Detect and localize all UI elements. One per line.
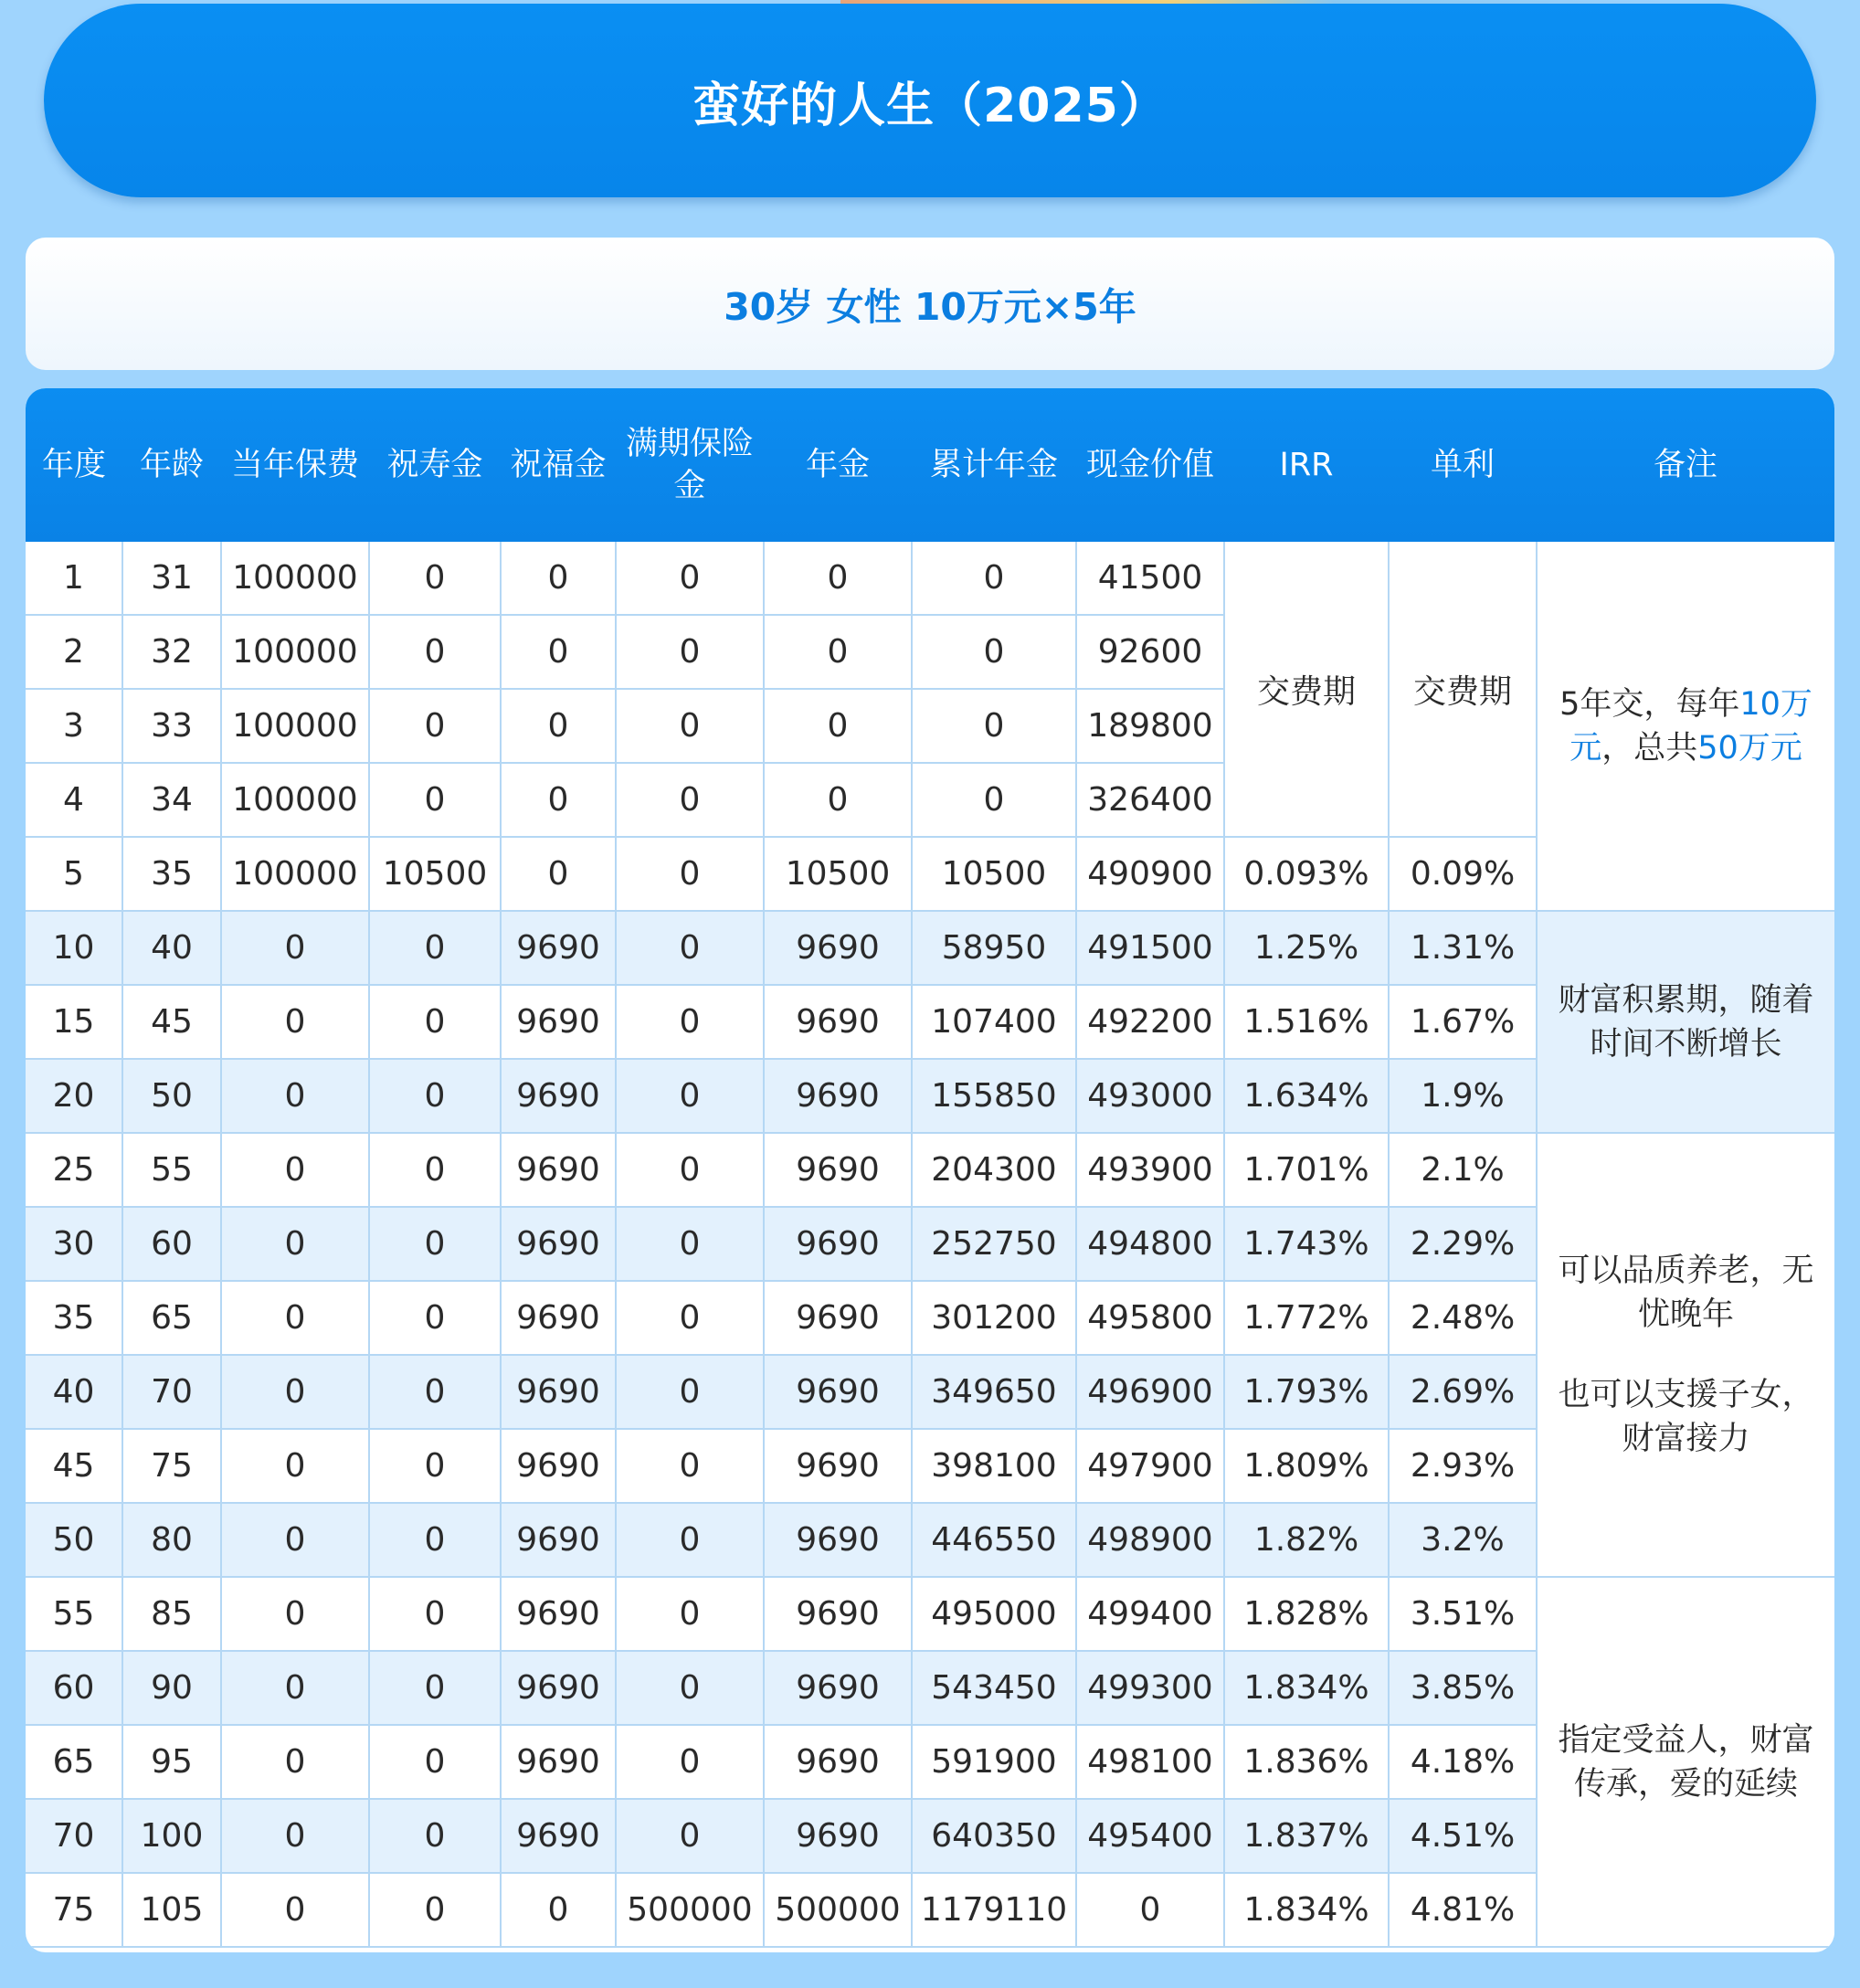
cell-cash-value: 41500: [1076, 542, 1224, 615]
benefit-table: [26, 388, 1834, 1948]
cell-longevity: 0: [369, 1207, 501, 1281]
cell-irr: 1.809%: [1224, 1429, 1389, 1503]
cell-annuity: 9690: [764, 1799, 912, 1873]
cell-simple: 2.93%: [1389, 1429, 1537, 1503]
cell-irr: 1.634%: [1224, 1059, 1389, 1133]
title-bar: [44, 4, 1816, 197]
cell-cash-value: 498100: [1076, 1725, 1224, 1799]
col-header-age: 年龄: [122, 388, 221, 542]
cell-irr: 1.837%: [1224, 1799, 1389, 1873]
cell-irr: 1.793%: [1224, 1355, 1389, 1429]
cell-simple: 0.09%: [1389, 837, 1537, 911]
cell-cash-value: 495800: [1076, 1281, 1224, 1355]
cell-annuity: 9690: [764, 1577, 912, 1651]
cell-annuity: 9690: [764, 1207, 912, 1281]
cell-premium: 0: [221, 1355, 369, 1429]
cell-cumulative: 107400: [912, 985, 1076, 1059]
cell-maturity: 0: [616, 689, 764, 763]
cell-blessing: 0: [501, 837, 616, 911]
cell-irr: 1.772%: [1224, 1281, 1389, 1355]
col-header-notes: 备注: [1537, 388, 1834, 542]
note-text: 5年交，每年: [1559, 685, 1740, 723]
cell-age: 40: [122, 911, 221, 985]
cell-premium: 0: [221, 1873, 369, 1947]
cell-simple-payment-period: 交费期: [1389, 542, 1537, 837]
note-text: ，总共: [1601, 729, 1698, 767]
cell-blessing: 0: [501, 1873, 616, 1947]
note-payment: [1537, 542, 1834, 911]
cell-longevity: 0: [369, 763, 501, 837]
cell-age: 31: [122, 542, 221, 615]
cell-premium: 0: [221, 911, 369, 985]
cell-blessing: 9690: [501, 1725, 616, 1799]
col-header-year: 年度: [26, 388, 122, 542]
cell-cash-value: 493900: [1076, 1133, 1224, 1207]
cell-irr-payment-period: 交费期: [1224, 542, 1389, 837]
cell-cash-value: 493000: [1076, 1059, 1224, 1133]
cell-premium: 0: [221, 1133, 369, 1207]
cell-annuity: 9690: [764, 911, 912, 985]
cell-longevity: 0: [369, 1281, 501, 1355]
cell-age: 35: [122, 837, 221, 911]
cell-age: 55: [122, 1133, 221, 1207]
cell-annuity: 9690: [764, 1059, 912, 1133]
cell-blessing: 0: [501, 542, 616, 615]
cell-age: 34: [122, 763, 221, 837]
cell-irr: 1.516%: [1224, 985, 1389, 1059]
cell-cumulative: 10500: [912, 837, 1076, 911]
cell-year: 40: [26, 1355, 122, 1429]
cell-irr: 1.82%: [1224, 1503, 1389, 1577]
cell-annuity: 9690: [764, 1503, 912, 1577]
cell-cumulative: 58950: [912, 911, 1076, 985]
col-header-annuity: 年金: [764, 388, 912, 542]
cell-annuity: 0: [764, 615, 912, 689]
cell-age: 85: [122, 1577, 221, 1651]
cell-cumulative: 0: [912, 689, 1076, 763]
cell-year: 2: [26, 615, 122, 689]
cell-age: 60: [122, 1207, 221, 1281]
cell-premium: 0: [221, 1799, 369, 1873]
cell-longevity: 0: [369, 1577, 501, 1651]
cell-cumulative: 0: [912, 615, 1076, 689]
cell-cumulative: 301200: [912, 1281, 1076, 1355]
cell-premium: 0: [221, 1429, 369, 1503]
cell-year: 5: [26, 837, 122, 911]
cell-cash-value: 189800: [1076, 689, 1224, 763]
cell-cumulative: 640350: [912, 1799, 1076, 1873]
cell-blessing: 9690: [501, 1059, 616, 1133]
cell-cash-value: 499300: [1076, 1651, 1224, 1725]
cell-cumulative: 495000: [912, 1577, 1076, 1651]
cell-annuity: 10500: [764, 837, 912, 911]
cell-cumulative: 204300: [912, 1133, 1076, 1207]
cell-year: 35: [26, 1281, 122, 1355]
note-text: 10万元: [1569, 685, 1812, 767]
cell-maturity: 0: [616, 542, 764, 615]
cell-irr: 1.836%: [1224, 1725, 1389, 1799]
cell-blessing: 9690: [501, 1281, 616, 1355]
cell-cash-value: 495400: [1076, 1799, 1224, 1873]
note-retirement: [1537, 1133, 1834, 1577]
cell-year: 50: [26, 1503, 122, 1577]
cell-cumulative: 252750: [912, 1207, 1076, 1281]
cell-age: 65: [122, 1281, 221, 1355]
cell-annuity: 0: [764, 542, 912, 615]
cell-annuity: 500000: [764, 1873, 912, 1947]
cell-year: 75: [26, 1873, 122, 1947]
cell-cash-value: 92600: [1076, 615, 1224, 689]
cell-simple: 4.51%: [1389, 1799, 1537, 1873]
table-row: [26, 1133, 1834, 1207]
cell-maturity: 0: [616, 615, 764, 689]
table-row: [26, 911, 1834, 985]
col-header-maturity: 满期保险金: [616, 388, 764, 542]
note-text: 财富积累期，随着时间不断增长: [1558, 981, 1814, 1063]
cell-blessing: 9690: [501, 1207, 616, 1281]
cell-longevity: 0: [369, 689, 501, 763]
cell-cumulative: 349650: [912, 1355, 1076, 1429]
cell-cumulative: 1179110: [912, 1873, 1076, 1947]
cell-irr: 1.701%: [1224, 1133, 1389, 1207]
cell-longevity: 0: [369, 542, 501, 615]
cell-cash-value: 498900: [1076, 1503, 1224, 1577]
cell-maturity: 0: [616, 763, 764, 837]
cell-premium: 0: [221, 1503, 369, 1577]
cell-age: 105: [122, 1873, 221, 1947]
cell-longevity: 0: [369, 1133, 501, 1207]
cell-simple: 2.1%: [1389, 1133, 1537, 1207]
cell-year: 45: [26, 1429, 122, 1503]
cell-longevity: 0: [369, 1725, 501, 1799]
cell-cash-value: 326400: [1076, 763, 1224, 837]
cell-cumulative: 0: [912, 763, 1076, 837]
cell-annuity: 9690: [764, 1355, 912, 1429]
cell-cumulative: 591900: [912, 1725, 1076, 1799]
cell-longevity: 0: [369, 1429, 501, 1503]
col-header-cash-value: 现金价值: [1076, 388, 1224, 542]
cell-premium: 0: [221, 1059, 369, 1133]
cell-year: 25: [26, 1133, 122, 1207]
cell-cash-value: 491500: [1076, 911, 1224, 985]
note-inheritance: [1537, 1577, 1834, 1947]
cell-blessing: 0: [501, 615, 616, 689]
table-row: [26, 542, 1834, 615]
cell-cash-value: 0: [1076, 1873, 1224, 1947]
cell-age: 75: [122, 1429, 221, 1503]
cell-irr: 1.25%: [1224, 911, 1389, 985]
cell-longevity: 0: [369, 985, 501, 1059]
cell-blessing: 9690: [501, 985, 616, 1059]
cell-premium: 100000: [221, 837, 369, 911]
cell-annuity: 0: [764, 689, 912, 763]
cell-cash-value: 497900: [1076, 1429, 1224, 1503]
cell-blessing: 9690: [501, 1429, 616, 1503]
cell-blessing: 9690: [501, 1503, 616, 1577]
cell-premium: 0: [221, 1651, 369, 1725]
note-accumulation: [1537, 911, 1834, 1133]
cell-year: 15: [26, 985, 122, 1059]
cell-longevity: 0: [369, 1799, 501, 1873]
cell-longevity: 0: [369, 1651, 501, 1725]
cell-annuity: 9690: [764, 1725, 912, 1799]
cell-maturity: 0: [616, 1577, 764, 1651]
cell-longevity: 0: [369, 1503, 501, 1577]
note-text: 可以品质养老，无忧晚年: [1558, 1253, 1814, 1333]
cell-maturity: 0: [616, 1429, 764, 1503]
cell-simple: 3.85%: [1389, 1651, 1537, 1725]
cell-blessing: 9690: [501, 1133, 616, 1207]
cell-maturity: 0: [616, 1281, 764, 1355]
cell-annuity: 9690: [764, 1281, 912, 1355]
cell-cumulative: 446550: [912, 1503, 1076, 1577]
cell-year: 70: [26, 1799, 122, 1873]
cell-simple: 2.29%: [1389, 1207, 1537, 1281]
table-row: [26, 1577, 1834, 1651]
cell-premium: 0: [221, 1725, 369, 1799]
subtitle-card: [26, 238, 1834, 370]
note-text: 50万元: [1697, 729, 1802, 767]
cell-longevity: 0: [369, 615, 501, 689]
cell-irr: 1.828%: [1224, 1577, 1389, 1651]
col-header-simple: 单利: [1389, 388, 1537, 542]
cell-blessing: 9690: [501, 1355, 616, 1429]
col-header-blessing: 祝福金: [501, 388, 616, 542]
col-header-cumulative: 累计年金: [912, 388, 1076, 542]
cell-premium: 0: [221, 1577, 369, 1651]
col-header-longevity: 祝寿金: [369, 388, 501, 542]
cell-maturity: 0: [616, 911, 764, 985]
cell-simple: 3.2%: [1389, 1503, 1537, 1577]
cell-cumulative: 0: [912, 542, 1076, 615]
note-text: 指定受益人，财富传承，爱的延续: [1558, 1721, 1814, 1803]
note-text: 也可以支援子女，财富接力: [1558, 1377, 1814, 1457]
cell-blessing: 9690: [501, 1799, 616, 1873]
cell-year: 60: [26, 1651, 122, 1725]
cell-maturity: 0: [616, 1133, 764, 1207]
cell-cumulative: 155850: [912, 1059, 1076, 1133]
cell-simple: 1.9%: [1389, 1059, 1537, 1133]
cell-cash-value: 490900: [1076, 837, 1224, 911]
cell-maturity: 0: [616, 837, 764, 911]
cell-year: 1: [26, 542, 122, 615]
cell-premium: 100000: [221, 689, 369, 763]
cell-blessing: 0: [501, 689, 616, 763]
cell-blessing: 9690: [501, 911, 616, 985]
cell-annuity: 9690: [764, 1429, 912, 1503]
cell-age: 33: [122, 689, 221, 763]
cell-year: 65: [26, 1725, 122, 1799]
col-header-irr: IRR: [1224, 388, 1389, 542]
cell-irr: 1.743%: [1224, 1207, 1389, 1281]
cell-simple: 2.48%: [1389, 1281, 1537, 1355]
page-title: 蛮好的人生（2025）: [692, 78, 1168, 133]
cell-year: 3: [26, 689, 122, 763]
benefit-table-card: [26, 388, 1834, 1952]
cell-annuity: 9690: [764, 985, 912, 1059]
cell-age: 50: [122, 1059, 221, 1133]
cell-year: 30: [26, 1207, 122, 1281]
cell-blessing: 9690: [501, 1577, 616, 1651]
cell-year: 4: [26, 763, 122, 837]
cell-irr: 0.093%: [1224, 837, 1389, 911]
note-gap: [1548, 1337, 1823, 1373]
cell-simple: 1.67%: [1389, 985, 1537, 1059]
cell-age: 45: [122, 985, 221, 1059]
cell-year: 10: [26, 911, 122, 985]
cell-age: 90: [122, 1651, 221, 1725]
cell-age: 32: [122, 615, 221, 689]
cell-simple: 4.18%: [1389, 1725, 1537, 1799]
cell-premium: 100000: [221, 763, 369, 837]
cell-longevity: 10500: [369, 837, 501, 911]
cell-maturity: 0: [616, 1725, 764, 1799]
cell-blessing: 0: [501, 763, 616, 837]
cell-age: 80: [122, 1503, 221, 1577]
cell-premium: 100000: [221, 615, 369, 689]
cell-maturity: 0: [616, 1503, 764, 1577]
cell-annuity: 9690: [764, 1651, 912, 1725]
cell-cumulative: 543450: [912, 1651, 1076, 1725]
cell-cash-value: 496900: [1076, 1355, 1224, 1429]
cell-simple: 2.69%: [1389, 1355, 1537, 1429]
cell-premium: 0: [221, 985, 369, 1059]
col-header-premium: 当年保费: [221, 388, 369, 542]
cell-year: 20: [26, 1059, 122, 1133]
cell-premium: 100000: [221, 542, 369, 615]
cell-year: 55: [26, 1577, 122, 1651]
cell-cash-value: 492200: [1076, 985, 1224, 1059]
cell-irr: 1.834%: [1224, 1873, 1389, 1947]
cell-age: 100: [122, 1799, 221, 1873]
cell-simple: 3.51%: [1389, 1577, 1537, 1651]
cell-annuity: 0: [764, 763, 912, 837]
cell-irr: 1.834%: [1224, 1651, 1389, 1725]
cell-cash-value: 494800: [1076, 1207, 1224, 1281]
cell-age: 70: [122, 1355, 221, 1429]
cell-longevity: 0: [369, 1355, 501, 1429]
cell-maturity: 0: [616, 1651, 764, 1725]
cell-longevity: 0: [369, 1059, 501, 1133]
cell-cumulative: 398100: [912, 1429, 1076, 1503]
cell-maturity: 0: [616, 1799, 764, 1873]
cell-premium: 0: [221, 1281, 369, 1355]
cell-annuity: 9690: [764, 1133, 912, 1207]
cell-maturity: 0: [616, 1207, 764, 1281]
cell-maturity: 0: [616, 1059, 764, 1133]
cell-premium: 0: [221, 1207, 369, 1281]
table-header-row: [26, 388, 1834, 542]
cell-maturity: 0: [616, 1355, 764, 1429]
cell-maturity: 500000: [616, 1873, 764, 1947]
cell-cash-value: 499400: [1076, 1577, 1224, 1651]
cell-longevity: 0: [369, 911, 501, 985]
cell-simple: 4.81%: [1389, 1873, 1537, 1947]
cell-simple: 1.31%: [1389, 911, 1537, 985]
plan-subtitle: 30岁 女性 10万元×5年: [724, 285, 1136, 329]
cell-blessing: 9690: [501, 1651, 616, 1725]
cell-longevity: 0: [369, 1873, 501, 1947]
cell-maturity: 0: [616, 985, 764, 1059]
cell-age: 95: [122, 1725, 221, 1799]
